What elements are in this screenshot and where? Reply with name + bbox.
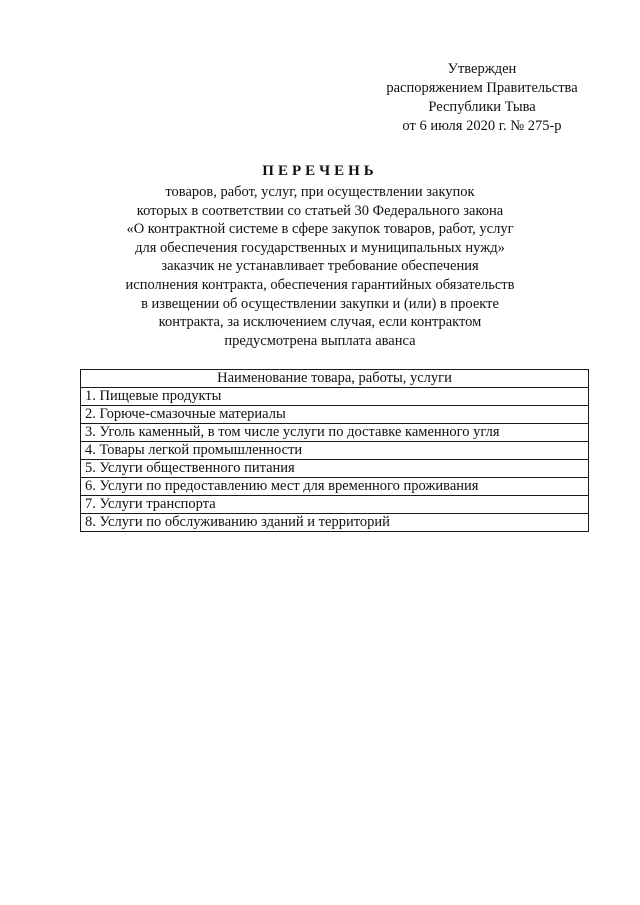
document-subtitle xyxy=(90,183,550,350)
table-cell: 5. Услуги общественного питания xyxy=(81,460,589,478)
table-row xyxy=(81,514,589,532)
table-cell: 3. Уголь каменный, в том числе услуги по доставке каменного угля xyxy=(81,424,589,442)
subtitle-line: которых в соответствии со статьей 30 Федерального закона xyxy=(136,202,504,219)
table-cell: 1. Пищевые продукты xyxy=(81,388,589,406)
table-header-row xyxy=(81,370,589,388)
subtitle-line: исполнения контракта, обеспечения гарантийных обязательств xyxy=(125,276,515,293)
subtitle-line: для обеспечения государственных и муниципальных нужд» xyxy=(135,239,505,256)
document-title: ПЕРЕЧЕНЬ xyxy=(262,163,378,179)
approval-block xyxy=(362,60,602,136)
subtitle-line: товаров, работ, услуг, при осуществлении закупок xyxy=(165,184,475,200)
table-row xyxy=(81,424,589,442)
table-row xyxy=(81,460,589,478)
subtitle-line: контракта, за исключением случая, если контрактом xyxy=(158,314,482,331)
table-cell: 6. Услуги по предоставлению мест для временного проживания xyxy=(81,478,589,496)
table-cell: 8. Услуги по обслуживанию зданий и территорий xyxy=(81,514,589,532)
table-row xyxy=(81,388,589,406)
table-cell: 2. Горюче-смазочные материалы xyxy=(81,406,589,424)
table-row xyxy=(81,406,589,424)
table-cell: 4. Товары легкой промышленности xyxy=(81,442,589,460)
approval-line: Утвержден xyxy=(447,61,517,77)
table-row xyxy=(81,496,589,514)
items-table xyxy=(80,369,589,532)
table-cell: 7. Услуги транспорта xyxy=(81,496,589,514)
table-row xyxy=(81,478,589,496)
subtitle-line: заказчик не устанавливает требование обеспечения xyxy=(161,258,479,275)
approval-line: Республики Тыва xyxy=(428,99,536,115)
subtitle-line: предусмотрена выплата аванса xyxy=(224,332,416,349)
subtitle-line: в извещении об осуществлении закупки и (или) в проекте xyxy=(141,295,499,312)
approval-date-number: от 6 июля 2020 г. № 275-р xyxy=(402,118,562,134)
subtitle-line: «О контрактной системе в сфере закупок товаров, работ, услуг xyxy=(126,221,514,238)
table-row xyxy=(81,442,589,460)
approval-line: распоряжением Правительства xyxy=(386,80,578,96)
table-header-cell: Наименование товара, работы, услуги xyxy=(81,370,589,388)
